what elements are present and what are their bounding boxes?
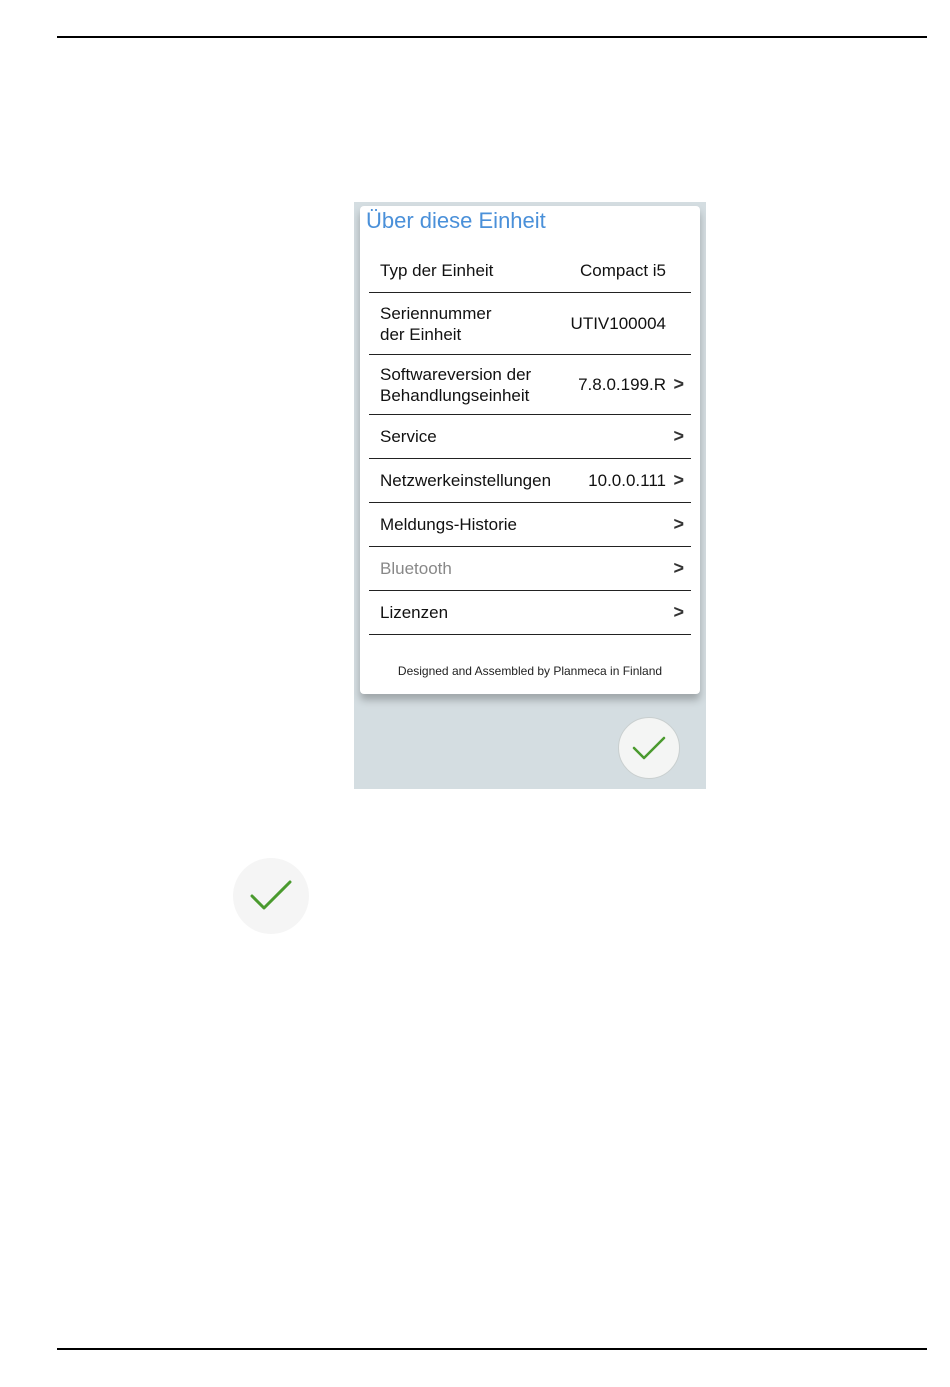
row-label-line: Behandlungseinheit (380, 385, 530, 405)
row-licenses[interactable] (369, 591, 691, 635)
checkmark-icon (249, 879, 293, 913)
row-message-history[interactable] (369, 503, 691, 547)
row-value: 10.0.0.111 (588, 470, 666, 490)
row-unit-type (369, 249, 691, 293)
dialog-title: Über diese Einheit (366, 208, 546, 233)
row-label: Bluetooth (380, 559, 452, 578)
confirm-button-illustration (233, 858, 309, 934)
checkmark-icon (631, 734, 667, 762)
manufacturer-note: Designed and Assembled by Planmeca in Finland (397, 664, 663, 678)
header-rule (57, 36, 927, 38)
row-label-line: Softwareversion der (380, 364, 532, 384)
row-label: Service (380, 427, 437, 446)
row-label: Netzwerkeinstellungen (380, 471, 552, 490)
chevron-right-icon[interactable]: > (673, 558, 684, 578)
row-value: Compact i5 (580, 260, 666, 280)
row-bluetooth[interactable] (369, 547, 691, 591)
row-network-settings[interactable] (369, 459, 691, 503)
row-label: Lizenzen (380, 603, 449, 622)
row-label (380, 303, 571, 345)
chevron-right-icon[interactable]: > (673, 426, 684, 446)
row-value: 7.8.0.199.R (578, 374, 666, 394)
device-screen (354, 202, 706, 789)
info-list (369, 249, 691, 635)
chevron-right-icon[interactable]: > (673, 602, 684, 622)
confirm-button[interactable] (618, 717, 680, 779)
chevron-right-icon[interactable]: > (673, 374, 684, 394)
row-value: UTIV100004 (570, 313, 666, 333)
row-service[interactable] (369, 415, 691, 459)
row-label (380, 364, 578, 406)
row-software-version[interactable] (369, 355, 691, 415)
chevron-right-icon[interactable]: > (673, 470, 684, 490)
row-serial-number (369, 293, 691, 355)
row-label: Meldungs-Historie (380, 515, 517, 534)
row-label-line: der Einheit (380, 324, 462, 344)
row-label-line: Seriennummer (380, 303, 492, 323)
row-label: Typ der Einheit (380, 261, 494, 280)
chevron-right-icon[interactable]: > (673, 514, 684, 534)
about-dialog (360, 206, 700, 694)
footer-rule (57, 1348, 927, 1350)
